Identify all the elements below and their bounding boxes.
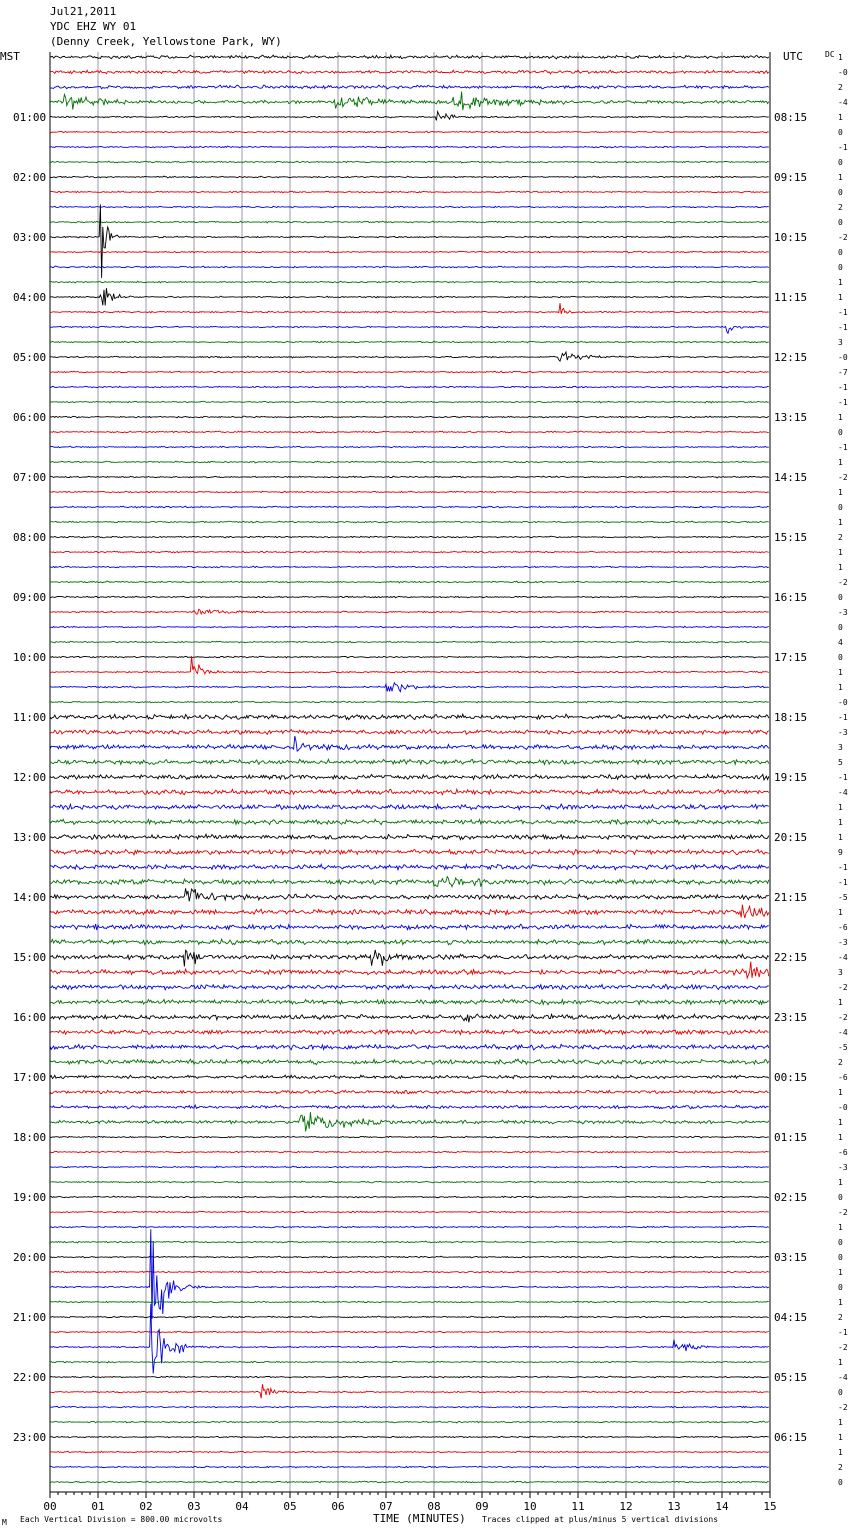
- x-tick-label: 07: [379, 1500, 393, 1513]
- trace-row-39: [50, 641, 769, 643]
- seismogram-traces: [50, 55, 769, 1483]
- trace-row-2: [50, 85, 769, 89]
- trace-row-68: [50, 1075, 769, 1079]
- trace-row-54: [50, 864, 769, 869]
- trace-row-37: [50, 609, 769, 614]
- dc-offset: -3: [838, 938, 848, 947]
- trace-row-13: [50, 251, 769, 253]
- trace-row-92: [50, 1436, 769, 1438]
- utc-label: 13:15: [774, 411, 808, 424]
- dc-offset: -2: [838, 1013, 848, 1022]
- dc-offset: -4: [838, 1373, 848, 1382]
- dc-offset: 0: [838, 1193, 843, 1202]
- trace-row-89: [50, 1384, 769, 1398]
- trace-row-55: [50, 877, 769, 887]
- utc-label: 04:15: [774, 1311, 808, 1324]
- dc-offset: -4: [838, 788, 848, 797]
- dc-offset: -1: [838, 1328, 848, 1337]
- dc-offset: 1: [838, 1223, 843, 1232]
- station-location: (Denny Creek, Yellowstone Park, WY): [50, 35, 282, 48]
- mst-label: 19:00: [13, 1191, 47, 1204]
- mst-label: 18:00: [13, 1131, 47, 1144]
- utc-label: 19:15: [774, 771, 808, 784]
- dc-offset: 0: [838, 248, 843, 257]
- dc-offset: 2: [838, 1463, 843, 1472]
- trace-row-36: [50, 596, 769, 598]
- trace-row-57: [50, 905, 769, 918]
- mst-label: 23:00: [13, 1431, 47, 1444]
- trace-row-81: [50, 1271, 769, 1273]
- x-axis-title: TIME (MINUTES): [373, 1512, 466, 1525]
- dc-offset: 3: [838, 743, 843, 752]
- trace-row-74: [50, 1166, 769, 1168]
- dc-offset: 1: [838, 1298, 843, 1307]
- trace-row-28: [50, 476, 769, 478]
- dc-offset: 1: [838, 668, 843, 677]
- dc-offset: 0: [838, 623, 843, 632]
- trace-row-26: [50, 446, 769, 448]
- trace-row-43: [50, 701, 769, 703]
- trace-row-87: [50, 1361, 769, 1363]
- mst-label: 20:00: [13, 1251, 47, 1264]
- trace-row-7: [50, 161, 769, 163]
- scale-note: Each Vertical Division = 800.00 microvolts: [20, 1515, 223, 1524]
- mst-label: 03:00: [13, 231, 47, 244]
- mst-label: 11:00: [13, 711, 47, 724]
- trace-row-10: [50, 206, 769, 208]
- trace-row-49: [50, 789, 769, 794]
- dc-offset: -2: [838, 473, 848, 482]
- x-tick-label: 08: [427, 1500, 441, 1513]
- trace-row-8: [50, 176, 769, 178]
- trace-row-80: [50, 1256, 769, 1258]
- mst-label: 01:00: [13, 111, 47, 124]
- dc-offset: 0: [838, 158, 843, 167]
- dc-offset: -0: [838, 698, 848, 707]
- trace-row-9: [50, 191, 769, 193]
- dc-offset: 1: [838, 563, 843, 572]
- dc-offset: 0: [838, 1283, 843, 1292]
- dc-offset: 1: [838, 53, 843, 62]
- dc-offset: -6: [838, 923, 848, 932]
- dc-offset-labels: [838, 53, 848, 1487]
- dc-offset: -3: [838, 1163, 848, 1172]
- dc-offset: 1: [838, 518, 843, 527]
- utc-label: 03:15: [774, 1251, 808, 1264]
- dc-offset: 0: [838, 653, 843, 662]
- x-tick-label: 01: [91, 1500, 105, 1513]
- dc-offset: 0: [838, 503, 843, 512]
- dc-offset: -6: [838, 1073, 848, 1082]
- trace-row-11: [50, 221, 769, 223]
- utc-label: 20:15: [774, 831, 808, 844]
- x-tick-label: 13: [667, 1500, 681, 1513]
- trace-row-33: [50, 551, 769, 553]
- trace-row-61: [50, 962, 769, 978]
- dc-offset: 0: [838, 218, 843, 227]
- dc-offset: -1: [838, 713, 848, 722]
- utc-label: 01:15: [774, 1131, 808, 1144]
- dc-offset: 1: [838, 908, 843, 917]
- trace-row-51: [50, 819, 769, 824]
- dc-offset: 9: [838, 848, 843, 857]
- dc-offset: 1: [838, 803, 843, 812]
- trace-row-59: [50, 939, 769, 945]
- utc-label: 14:15: [774, 471, 808, 484]
- utc-label: 00:15: [774, 1071, 808, 1084]
- dc-offset: 1: [838, 1178, 843, 1187]
- trace-row-41: [50, 656, 769, 674]
- trace-row-42: [50, 683, 769, 692]
- trace-row-65: [50, 1030, 769, 1035]
- dc-offset: 1: [838, 833, 843, 842]
- dc-offset: -2: [838, 578, 848, 587]
- dc-offset: -1: [838, 143, 848, 152]
- dc-offset: 2: [838, 203, 843, 212]
- dc-offset: -5: [838, 893, 848, 902]
- mst-label: 06:00: [13, 411, 47, 424]
- trace-row-91: [50, 1421, 769, 1423]
- dc-offset: 0: [838, 1388, 843, 1397]
- utc-label: 09:15: [774, 171, 808, 184]
- trace-row-64: [50, 1014, 769, 1022]
- dc-offset: 5: [838, 758, 843, 767]
- utc-label: 22:15: [774, 951, 808, 964]
- trace-row-18: [50, 326, 769, 333]
- dc-column-title: DC: [825, 50, 835, 59]
- utc-label: 05:15: [774, 1371, 808, 1384]
- dc-offset: -1: [838, 443, 848, 452]
- trace-row-46: [50, 736, 769, 751]
- dc-offset: 0: [838, 1238, 843, 1247]
- trace-row-71: [50, 1112, 769, 1131]
- dc-offset: -0: [838, 353, 848, 362]
- trace-row-63: [50, 999, 769, 1005]
- dc-offset: -4: [838, 98, 848, 107]
- x-tick-label: 03: [187, 1500, 201, 1513]
- trace-row-48: [50, 774, 769, 780]
- mst-label: 14:00: [13, 891, 47, 904]
- trace-row-52: [50, 834, 769, 839]
- x-tick-label: 06: [331, 1500, 345, 1513]
- dc-offset: 1: [838, 818, 843, 827]
- trace-row-90: [50, 1406, 769, 1408]
- utc-label: 10:15: [774, 231, 808, 244]
- x-tick-label: 14: [715, 1500, 729, 1513]
- trace-row-75: [50, 1181, 769, 1183]
- trace-row-29: [50, 491, 769, 493]
- trace-row-30: [50, 506, 769, 508]
- dc-offset: -2: [838, 233, 848, 242]
- dc-offset: -1: [838, 878, 848, 887]
- dc-offset: 1: [838, 293, 843, 302]
- utc-label: 16:15: [774, 591, 808, 604]
- mst-label: 12:00: [13, 771, 47, 784]
- trace-row-40: [50, 656, 769, 658]
- trace-row-93: [50, 1451, 769, 1453]
- trace-row-86: [50, 1304, 769, 1374]
- trace-row-16: [50, 288, 769, 305]
- dc-offset: 2: [838, 83, 843, 92]
- utc-label: 17:15: [774, 651, 808, 664]
- dc-offset: 1: [838, 278, 843, 287]
- dc-offset: -2: [838, 983, 848, 992]
- mst-label: 10:00: [13, 651, 47, 664]
- dc-offset: -6: [838, 1148, 848, 1157]
- x-tick-label: 02: [139, 1500, 153, 1513]
- trace-row-79: [50, 1241, 769, 1243]
- trace-row-78: [50, 1226, 769, 1228]
- trace-row-58: [50, 924, 769, 930]
- mst-label: 13:00: [13, 831, 47, 844]
- trace-row-24: [50, 416, 769, 418]
- dc-offset: 0: [838, 593, 843, 602]
- mst-label: 08:00: [13, 531, 47, 544]
- mst-label: 02:00: [13, 171, 47, 184]
- dc-offset: 1: [838, 1088, 843, 1097]
- dc-offset: 2: [838, 1058, 843, 1067]
- left-axis-title: MST: [0, 50, 20, 63]
- dc-offset: 0: [838, 263, 843, 272]
- trace-row-56: [50, 888, 769, 901]
- dc-offset: 3: [838, 338, 843, 347]
- trace-row-66: [50, 1044, 769, 1050]
- trace-row-76: [50, 1196, 769, 1198]
- trace-row-27: [50, 461, 769, 463]
- dc-offset: -5: [838, 1043, 848, 1052]
- mst-label: 16:00: [13, 1011, 47, 1024]
- dc-offset: 1: [838, 173, 843, 182]
- minute-gridlines: [50, 52, 770, 1492]
- dc-offset: 1: [838, 488, 843, 497]
- dc-offset: 0: [838, 128, 843, 137]
- right-axis-title: UTC: [783, 50, 803, 63]
- utc-label: 11:15: [774, 291, 808, 304]
- utc-label: 23:15: [774, 1011, 808, 1024]
- dc-offset: 0: [838, 1478, 843, 1487]
- trace-row-69: [50, 1090, 769, 1094]
- dc-offset: -1: [838, 398, 848, 407]
- x-tick-label: 09: [475, 1500, 489, 1513]
- mst-label: 22:00: [13, 1371, 47, 1384]
- utc-label: 18:15: [774, 711, 808, 724]
- corner-mark: M: [2, 1518, 7, 1527]
- dc-offset: -3: [838, 608, 848, 617]
- trace-row-0: [50, 55, 769, 59]
- trace-row-70: [50, 1105, 769, 1109]
- utc-label: 02:15: [774, 1191, 808, 1204]
- station-code: YDC EHZ WY 01: [50, 20, 137, 33]
- dc-offset: 0: [838, 188, 843, 197]
- dc-offset: 1: [838, 1358, 843, 1367]
- trace-row-25: [50, 431, 769, 433]
- dc-offset: 3: [838, 968, 843, 977]
- x-tick-label: 10: [523, 1500, 537, 1513]
- dc-offset: -4: [838, 953, 848, 962]
- utc-label: 21:15: [774, 891, 808, 904]
- dc-offset: 1: [838, 413, 843, 422]
- utc-label: 15:15: [774, 531, 808, 544]
- dc-offset: 2: [838, 533, 843, 542]
- dc-offset: 1: [838, 998, 843, 1007]
- x-tick-label: 04: [235, 1500, 249, 1513]
- trace-row-34: [50, 566, 769, 568]
- dc-offset: -1: [838, 773, 848, 782]
- trace-row-32: [50, 536, 769, 538]
- dc-offset: -1: [838, 863, 848, 872]
- mst-label: 15:00: [13, 951, 47, 964]
- trace-row-45: [50, 729, 769, 734]
- trace-row-73: [50, 1151, 769, 1153]
- utc-label: 06:15: [774, 1431, 808, 1444]
- dc-offset: -3: [838, 728, 848, 737]
- dc-offset: -1: [838, 323, 848, 332]
- x-tick-label: 12: [619, 1500, 633, 1513]
- dc-offset: -0: [838, 1103, 848, 1112]
- trace-row-50: [50, 804, 769, 810]
- trace-row-72: [50, 1136, 769, 1138]
- trace-row-19: [50, 341, 769, 343]
- trace-row-88: [50, 1376, 769, 1378]
- dc-offset: 4: [838, 638, 843, 647]
- dc-offset: 1: [838, 683, 843, 692]
- trace-row-3: [50, 92, 769, 111]
- trace-row-20: [50, 352, 769, 361]
- trace-row-47: [50, 759, 769, 764]
- time-axis: [43, 1492, 776, 1513]
- mst-label: 21:00: [13, 1311, 47, 1324]
- utc-hour-labels: [774, 111, 807, 1444]
- x-tick-label: 00: [43, 1500, 57, 1513]
- trace-row-17: [50, 303, 769, 314]
- dc-offset: 1: [838, 548, 843, 557]
- mst-label: 05:00: [13, 351, 47, 364]
- x-tick-label: 11: [571, 1500, 585, 1513]
- trace-row-95: [50, 1481, 769, 1483]
- utc-label: 12:15: [774, 351, 808, 364]
- trace-row-67: [50, 1059, 769, 1065]
- mst-label: 17:00: [13, 1071, 47, 1084]
- dc-offset: 0: [838, 1253, 843, 1262]
- trace-row-84: [50, 1316, 769, 1318]
- dc-offset: 0: [838, 428, 843, 437]
- dc-offset: 1: [838, 458, 843, 467]
- trace-row-35: [50, 581, 769, 583]
- trace-row-1: [50, 70, 769, 74]
- mst-label: 04:00: [13, 291, 47, 304]
- utc-label: 08:15: [774, 111, 808, 124]
- trace-row-6: [50, 146, 769, 148]
- x-tick-label: 05: [283, 1500, 297, 1513]
- trace-row-23: [50, 401, 769, 403]
- mst-label: 09:00: [13, 591, 47, 604]
- trace-row-31: [50, 521, 769, 523]
- mst-label: 07:00: [13, 471, 47, 484]
- trace-row-4: [50, 112, 769, 121]
- mst-hour-labels: [13, 111, 46, 1444]
- x-tick-label: 15: [763, 1500, 777, 1513]
- dc-offset: -0: [838, 68, 848, 77]
- dc-offset: -2: [838, 1403, 848, 1412]
- dc-offset: 1: [838, 1418, 843, 1427]
- trace-row-77: [50, 1211, 769, 1213]
- trace-row-44: [50, 714, 769, 720]
- trace-row-62: [50, 984, 769, 990]
- clip-note: Traces clipped at plus/minus 5 vertical divisions: [482, 1515, 719, 1524]
- dc-offset: -1: [838, 383, 848, 392]
- trace-row-21: [50, 371, 769, 373]
- record-date: Jul21,2011: [50, 5, 117, 18]
- dc-offset: -4: [838, 1028, 848, 1037]
- dc-offset: 1: [838, 1133, 843, 1142]
- trace-row-53: [50, 850, 769, 855]
- trace-row-5: [50, 131, 769, 133]
- dc-offset: 1: [838, 1433, 843, 1442]
- dc-offset: 1: [838, 1448, 843, 1457]
- dc-offset: 1: [838, 1268, 843, 1277]
- dc-offset: -1: [838, 308, 848, 317]
- dc-offset: 1: [838, 1118, 843, 1127]
- trace-row-22: [50, 386, 769, 388]
- trace-row-15: [50, 281, 769, 283]
- dc-offset: -2: [838, 1208, 848, 1217]
- trace-row-38: [50, 626, 769, 628]
- dc-offset: -2: [838, 1343, 848, 1352]
- trace-row-94: [50, 1466, 769, 1468]
- trace-row-60: [50, 950, 769, 967]
- dc-offset: 2: [838, 1313, 843, 1322]
- dc-offset: -7: [838, 368, 848, 377]
- trace-row-14: [50, 266, 769, 268]
- dc-offset: 1: [838, 113, 843, 122]
